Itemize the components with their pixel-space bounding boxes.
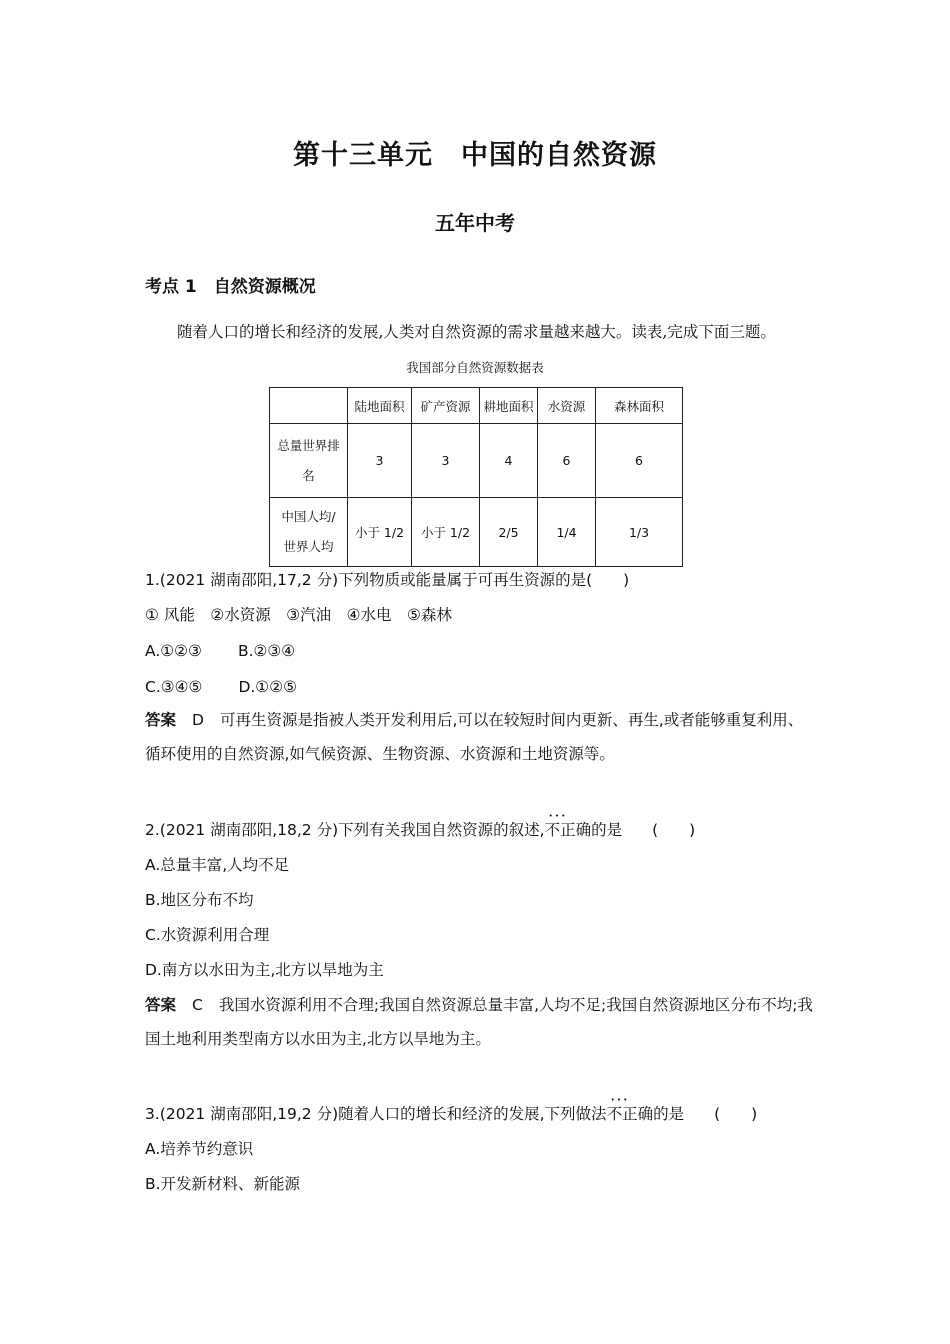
table-row [270, 424, 683, 498]
stem-text: 的是 [653, 1105, 685, 1123]
option-d: D.南方以水田为主,北方以旱地为主 [145, 961, 384, 979]
table-cell: 小于 1/2 [412, 498, 480, 567]
table-header-cell [270, 388, 348, 424]
table-row [270, 498, 683, 567]
question-1-items: ① 风能 ②水资源 ③汽油 ④水电 ⑤森林 [145, 606, 452, 624]
table-cell: 6 [596, 424, 683, 498]
question-2-answer [145, 988, 815, 1056]
option-b: B.②③④ [237, 642, 296, 660]
table-cell: 3 [348, 424, 412, 498]
section-subtitle: 五年中考 [435, 211, 515, 235]
answer-explanation: 可再生资源是指被人类开发利用后,可以在较短时间内更新、再生,或者能够重复利用、循环使用的自然资源,如气候资源、生物资源、水资源和土地资源等。 [145, 711, 804, 763]
table-cell: 3 [412, 424, 480, 498]
answer-blank: ( ) [652, 821, 696, 839]
option-c: C.水资源利用合理 [145, 926, 270, 944]
question-1-options-row [145, 641, 295, 661]
stem-text: 2.(2021 湖南邵阳,18,2 分)下列有关我国自然资源的叙述, [145, 821, 545, 839]
table-caption: 我国部分自然资源数据表 [406, 360, 544, 375]
answer-letter: D [192, 711, 204, 729]
question-2-stem [145, 820, 695, 840]
option-c: C.③④⑤ [145, 678, 203, 696]
table-cell: 6 [538, 424, 596, 498]
table-header-cell: 耕地面积 [480, 388, 538, 424]
stem-text: 3.(2021 湖南邵阳,19,2 分)随着人口的增长和经济的发展,下列做法 [145, 1105, 607, 1123]
table-cell: 小于 1/2 [348, 498, 412, 567]
question-3-stem [145, 1104, 757, 1124]
resource-data-table [269, 387, 683, 567]
table-header-cell: 水资源 [538, 388, 596, 424]
question-1-options-row [145, 677, 297, 697]
table-header-cell: 森林面积 [596, 388, 683, 424]
answer-explanation: 我国水资源利用不合理;我国自然资源总量丰富,人均不足;我国自然资源地区分布不均;我国土地利用类型南方以水田为主,北方以旱地为主。 [145, 996, 813, 1048]
row-label [270, 498, 348, 567]
table-cell: 2/5 [480, 498, 538, 567]
question-1-stem: 1.(2021 湖南邵阳,17,2 分)下列物质或能量属于可再生资源的是( ) [145, 571, 630, 589]
option-a: A.①②③ [145, 642, 202, 660]
table-header-row [270, 388, 683, 424]
table-header-cell: 矿产资源 [412, 388, 480, 424]
option-a: A.培养节约意识 [145, 1140, 254, 1158]
unit-title: 第十三单元 中国的自然资源 [293, 140, 657, 171]
option-b: B.地区分布不均 [145, 891, 254, 909]
row-label-line: 总量世界排 [277, 437, 340, 453]
emphasis-text: • • 不正确 [607, 1105, 654, 1123]
row-label-line: 中国人均/ [281, 509, 336, 524]
table-cell: 1/3 [596, 498, 683, 567]
table-cell: 1/4 [538, 498, 596, 567]
answer-label: 答案 [145, 996, 177, 1014]
intro-text: 随着人口的增长和经济的发展,人类对自然资源的需求量越来越大。读表,完成下面三题。 [177, 323, 776, 341]
option-d: D.①②⑤ [238, 678, 297, 696]
table-cell: 4 [480, 424, 538, 498]
answer-label: 答案 [145, 711, 177, 729]
option-a: A.总量丰富,人均不足 [145, 856, 290, 874]
row-label [270, 424, 348, 498]
answer-blank: ( ) [714, 1105, 758, 1123]
row-label-line: 世界人均 [283, 539, 334, 554]
question-1-answer [145, 703, 815, 771]
answer-letter: C [192, 996, 203, 1014]
emphasis-text: • • 不正确 [545, 821, 592, 839]
table-header-cell: 陆地面积 [348, 388, 412, 424]
option-b: B.开发新材料、新能源 [145, 1175, 301, 1193]
topic-heading: 考点 1 自然资源概况 [145, 277, 316, 297]
stem-text: 的是 [591, 821, 623, 839]
row-label-line: 名 [302, 467, 315, 483]
